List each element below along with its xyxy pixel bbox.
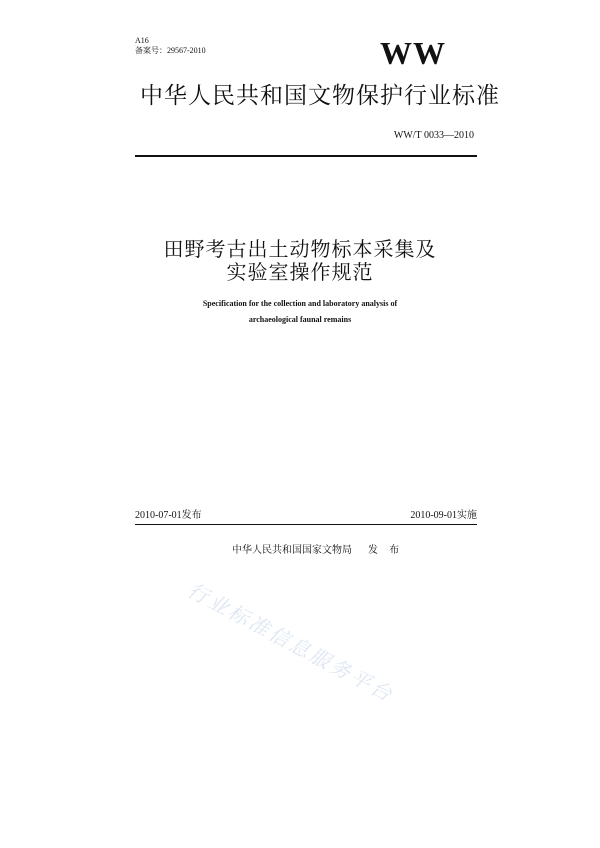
classification-code: A16: [135, 36, 149, 45]
header-divider: [135, 155, 477, 157]
ww-logo: WW: [380, 35, 446, 71]
standard-category-title: 中华人民共和国文物保护行业标准: [140, 83, 500, 109]
document-title-line-1: 田野考古出土动物标本采集及: [163, 237, 437, 261]
document-title-line-2: 实验室操作规范: [226, 260, 374, 284]
watermark: 行业标准信息服务平台: [183, 578, 399, 708]
footer-divider: [135, 524, 477, 525]
record-number: 备案号：29567-2010: [135, 46, 206, 55]
standard-number: WW/T 0033—2010: [393, 130, 474, 141]
issue-date: 2010-07-01发布: [135, 510, 202, 521]
issue-label: 发 布: [368, 545, 404, 556]
english-title-line-2: archaeological faunal remains: [248, 315, 352, 324]
implementation-date: 2010-09-01实施: [410, 510, 477, 521]
issuing-authority: 中华人民共和国国家文物局: [232, 545, 352, 556]
english-title-line-1: Specification for the collection and laboratory analysis of: [202, 299, 398, 308]
